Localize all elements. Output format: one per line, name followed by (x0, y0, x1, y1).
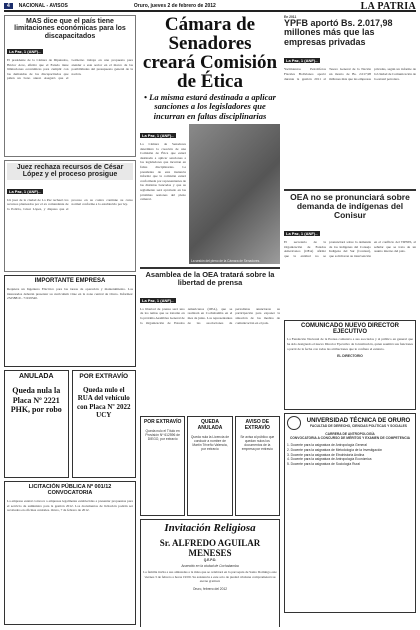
comunicado-body: La Fundación Nacional de la Prensa comunica a sus asociados y al público en general que ha sido designado el nuevo Director Ejecutivo de la institución, quien asumirá sus funciones a partir de la fecha con todas las atribuciones que le confiere el estatuto. (287, 337, 413, 351)
story-headline: Juez rechaza recursos de César López y el proceso prosigue (7, 163, 133, 180)
aviso-queda-anulada (187, 416, 232, 516)
left-column (4, 15, 136, 627)
dateline: La Paz, 1 (ANF).- (286, 231, 318, 237)
invitation-name: Sr. ALFREDO AGUILAR MENESES (159, 538, 261, 559)
aviso-de-extravio (235, 416, 280, 516)
issue-date: Oruro, jueves 2 de febrero de 2012 (133, 3, 216, 9)
comunicado-title: COMUNICADO NUEVO DIRECTOR EJECUTIVO (301, 323, 399, 336)
story-cesar-lopez (4, 160, 136, 272)
aviso-title: POR EXTRAVÍO (143, 419, 182, 426)
aviso-title: QUEDA ANULADA (197, 419, 223, 432)
ypfb-body: Yacimientos Petrolíferos Fiscales Bolivianos aportó durante la gestión 2011 al Tesoro General de la Nación un monto de Bs. 2.017,98 millones más que las empresas privadas, según un informe de la Unidad de Comunicación de la estatal petrolera. (284, 67, 416, 81)
main-headline: Cámara de Senadores creará Comisión de Ética (142, 15, 278, 92)
university-seal-icon (287, 416, 301, 430)
convocatoria-uto (284, 413, 416, 613)
invitation-title: Invitación Religiosa (164, 522, 256, 535)
story-body: El presidente de la Cámara de Diputados, Héctor Arce, afirmó que el Estado tiene limitaciones económicas para cumplir con las demandas de los discapacitados que piden un bono anual. Aseguró que el Gobierno trabaja en una propuesta para atender a este sector en el marco de las posibilidades del presupuesto general de la nación. (7, 58, 133, 81)
invitation-body: La familia invita a sus amistades a la misa que se celebrará en la parroquia de Santo Domingo este viernes 3 de febrero a horas 19:00. Su asistencia a este acto de piedad cristiana comprometerá su eterna gratitud. (143, 570, 277, 584)
main-body: La Cámara de Senadores determinó la creación de una Comisión de Ética que estará destinada a aplicar sanciones a los legisladores que incurran en faltas disciplinarias. La presidenta de esta instancia informó que la comisión estará conformada por representantes de las distintas bancadas y que su reglamento será aprobado en las próximas sesiones del pleno camaral. (140, 142, 186, 202)
faculty-name: FACULTAD DE DERECHO, CIENCIAS POLÍTICAS Y SOCIALES (309, 424, 408, 429)
invitation-footer: Oruro, febrero del 2012 (192, 586, 228, 591)
dateline: La Paz, 1 (ANF).- (142, 133, 174, 139)
dateline: La Paz, 1 (ANF).- (142, 297, 174, 303)
comunicado-sign: EL DIRECTORIO (337, 354, 363, 359)
aviso-body: La empresa estatal convoca a empresas legalmente establecidas a presentar propuestas para el servicio de suministro para la gestión 2012. Los documentos de licitación podrán ser recabados en oficinas centrales. Oruro, 7 de febrero de 2012. (7, 499, 133, 513)
aviso-body: Se avisa al público que quedan nulos los documentos de la empresa por extravío (240, 435, 275, 452)
convocatoria-title: CONVOCATORIA A CONCURSO DE MÉRITOS Y EXAMEN DE COMPETENCIA (289, 436, 411, 441)
senate-photo (189, 124, 280, 264)
invitacion-religiosa (140, 519, 280, 627)
story2-body: La libertad de prensa será uno de los temas que se tratarán en la próxima Asamblea General de la Organización de Estados Americanos (OEA), que se realizará en Cochabamba en el mes de junio. Los representantes de las asociaciones de periodistas anunciaron su participación para exponer la situación de los medios de comunicación en el país. (140, 306, 280, 325)
university-title: UNIVERSIDAD TÉCNICA DE ORURO (306, 418, 411, 425)
aviso-title: AVISO DE EXTRAVÍO (244, 419, 270, 432)
story-headline: MAS dice que el país tiene limitaciones económicas para los discapacitados (14, 18, 126, 40)
center-column (140, 15, 280, 627)
aviso-extravio-titulo (140, 416, 185, 516)
oea-body: El secretario de la Organización de Estados Americanos (OEA) afirmó que la entidad no se pronunciará sobre la demanda de los indígenas del Consejo Indígena del Sur (Conisur), que solicitaron su intervención en el conflicto del TIPNIS, al señalar que se trata de un asunto interno del país. (284, 240, 416, 258)
photo-caption: La sesión del pleno de la Cámara de Senadores. (191, 259, 261, 264)
list-item: 1. Docente para la asignatura de Antropología General (287, 443, 367, 448)
aviso-empresa (4, 275, 136, 367)
aviso-body: Queda nulo el RUA del vehículo con Placa Nº 2022 UCY (77, 386, 131, 420)
section-name: NACIONAL - AVISOS (18, 3, 68, 9)
story-body: Un juez de la ciudad de La Paz rechazó los recursos planteados por el ex comandante de la Policía, César López, y dispuso que el proceso en su contra continúe su curso normal conforme a lo establecido por ley. (7, 197, 133, 211)
aviso-title: ANULADA (18, 373, 54, 380)
list-item: 5. Docente para la asignatura de Sociología Rural (287, 461, 360, 466)
oea-headline: OEA no se pronunciará sobre demanda de indígenas del Conisur (290, 192, 410, 221)
dateline: La Paz, 1 (ANF).- (286, 58, 318, 64)
invitation-line: Acaecido en la ciudad de Cochabamba (181, 564, 239, 569)
kicker: En 2011 (284, 15, 297, 19)
page-header (4, 2, 416, 12)
list-item: 4. Docente para la asignatura de Antropología Económica (287, 457, 372, 462)
career-name: CARRERA DE ANTROPOLOGÍA (325, 432, 375, 437)
aviso-body: Queda nulo el Título en Provisión Nº 612596 de DIEGO, por extravío (145, 429, 180, 442)
main-deck: • La misma estará destinada a aplicar sanciones a los legisladores que incurran en faltas disciplinarias (144, 92, 276, 121)
newspaper-logo: LA PATRIA (360, 0, 416, 12)
aviso-licitacion (4, 481, 136, 625)
dateline: La Paz, 1 (ANF).- (9, 49, 41, 55)
aviso-title: POR EXTRAVÍO (79, 373, 129, 380)
story2-headline: Asamblea de la OEA tratará sobre la libertad de prensa (145, 270, 275, 287)
story-discapacitados (4, 15, 136, 157)
right-column (284, 15, 416, 627)
list-item: 2. Docente para la asignatura de Metodología de la Investigación (287, 447, 383, 452)
aviso-title: IMPORTANTE EMPRESA (34, 278, 106, 284)
aviso-extravio (72, 370, 137, 478)
page-number: 4 (4, 3, 13, 9)
comunicado (284, 320, 416, 410)
dateline: La Paz, 1 (ANF).- (9, 188, 41, 194)
aviso-body: Queda nula la Licencia de conducir a nombre de Martín Triveño Valencia, por extravío (190, 435, 230, 452)
aviso-title: LICITACIÓN PÚBLICA Nº 001/12 CONVOCATORIA (28, 484, 112, 496)
aviso-anulada (4, 370, 69, 478)
invitation-sub: Q.E.P.D. (203, 558, 217, 563)
list-item: 3. Docente para la asignatura de Etnohistoria Andina (287, 452, 365, 457)
aviso-body: Queda nula la Placa Nº 2221 PHK, por robo (10, 386, 62, 415)
ypfb-headline: YPFB aportó Bs. 2.017,98 millones más que las empresas privadas (284, 18, 393, 47)
aviso-body: Requiere un Ingeniero Eléctrico para las tareas de operación y mantenimiento. Los interesados deberán presentar su currículum vitae en la zona central de Oruro. Informes: 25258810 - 71919540. (7, 287, 133, 301)
